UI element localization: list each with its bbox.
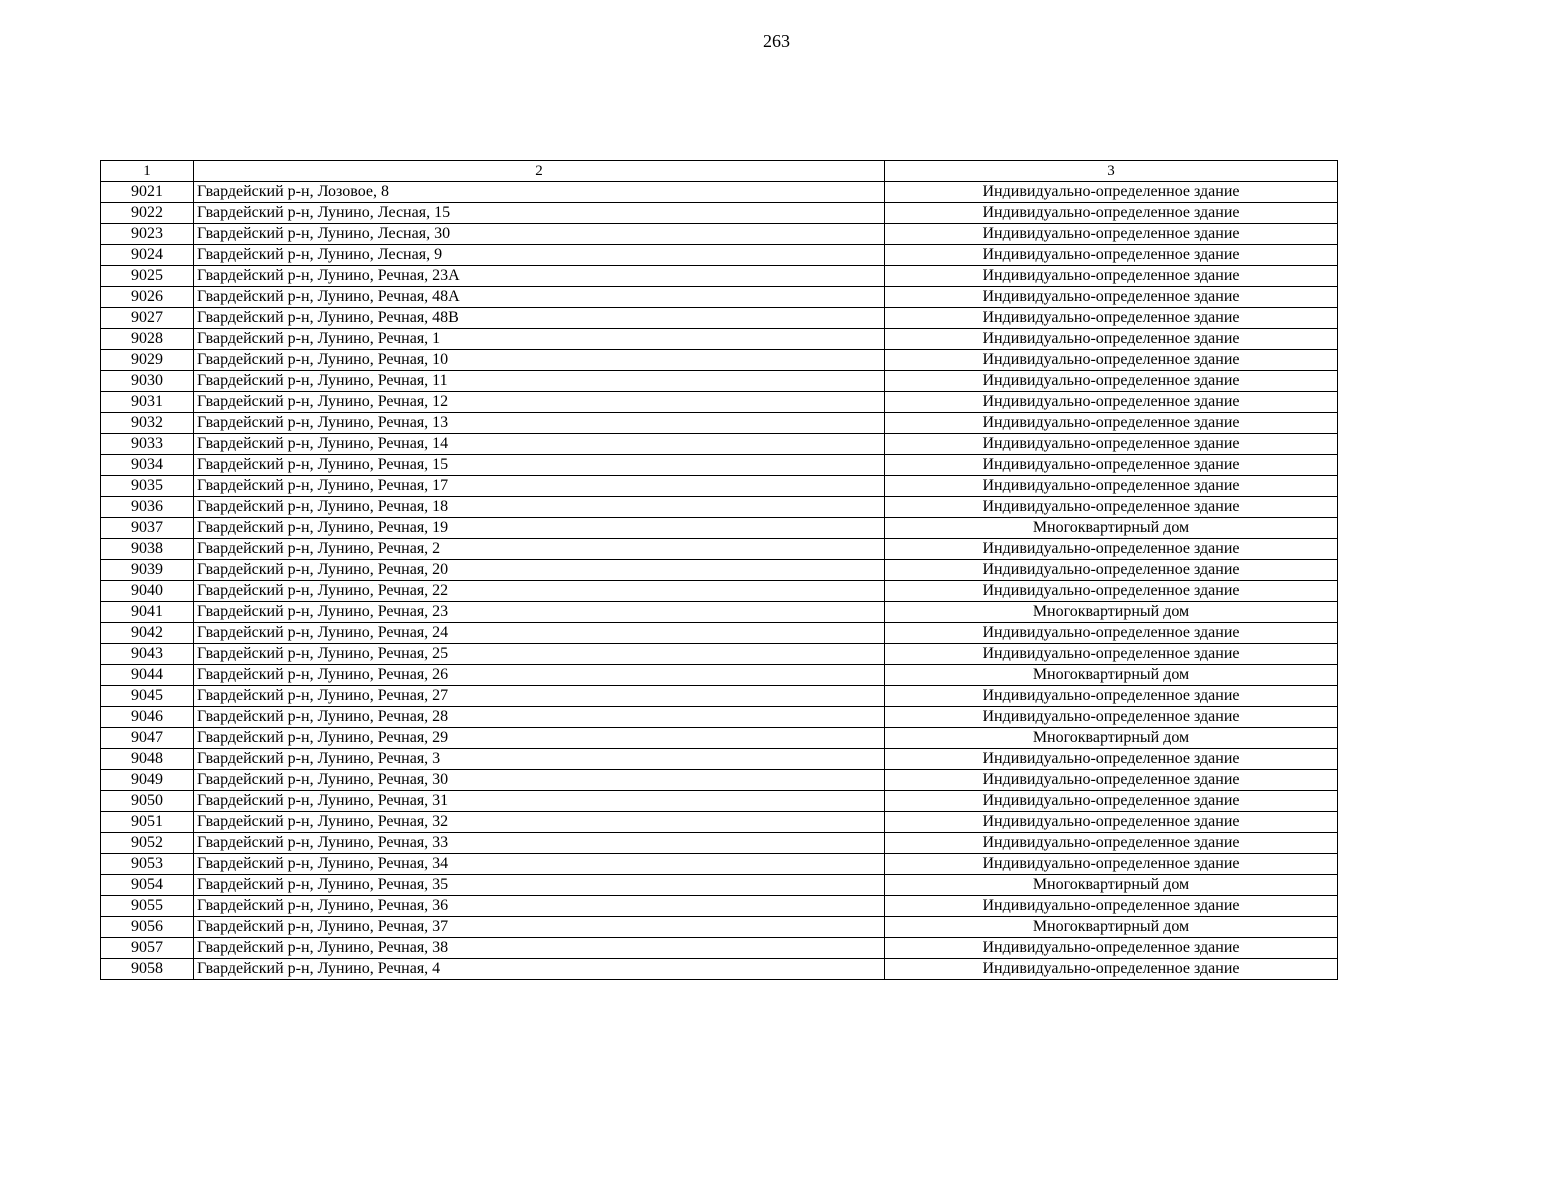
- object-type-cell: Индивидуально-определенное здание: [885, 434, 1338, 455]
- table-row: [101, 959, 1338, 980]
- table-row: [101, 896, 1338, 917]
- row-number-cell: 9032: [101, 413, 194, 434]
- address-cell: Гвардейский р-н, Лунино, Речная, 15: [194, 455, 885, 476]
- address-cell: Гвардейский р-н, Лунино, Речная, 29: [194, 728, 885, 749]
- table-row: [101, 875, 1338, 896]
- row-number-cell: 9048: [101, 749, 194, 770]
- row-number-cell: 9021: [101, 182, 194, 203]
- object-type-cell: Индивидуально-определенное здание: [885, 770, 1338, 791]
- row-number-cell: 9054: [101, 875, 194, 896]
- address-cell: Гвардейский р-н, Лунино, Речная, 4: [194, 959, 885, 980]
- address-cell: Гвардейский р-н, Лунино, Речная, 32: [194, 812, 885, 833]
- table-row: [101, 497, 1338, 518]
- address-cell: Гвардейский р-н, Лунино, Речная, 14: [194, 434, 885, 455]
- table-row: [101, 791, 1338, 812]
- table-row: [101, 224, 1338, 245]
- row-number-cell: 9057: [101, 938, 194, 959]
- address-cell: Гвардейский р-н, Лунино, Речная, 23: [194, 602, 885, 623]
- object-type-cell: Индивидуально-определенное здание: [885, 392, 1338, 413]
- page-number: 263: [763, 31, 790, 51]
- address-cell: Гвардейский р-н, Лунино, Речная, 26: [194, 665, 885, 686]
- address-cell: Гвардейский р-н, Лунино, Речная, 13: [194, 413, 885, 434]
- row-number-cell: 9055: [101, 896, 194, 917]
- object-type-cell: Индивидуально-определенное здание: [885, 686, 1338, 707]
- object-type-cell: Индивидуально-определенное здание: [885, 476, 1338, 497]
- row-number-cell: 9030: [101, 371, 194, 392]
- table-row: [101, 938, 1338, 959]
- table-row: [101, 728, 1338, 749]
- address-cell: Гвардейский р-н, Лунино, Речная, 36: [194, 896, 885, 917]
- table-row: [101, 560, 1338, 581]
- table-row: [101, 266, 1338, 287]
- row-number-cell: 9034: [101, 455, 194, 476]
- table-row: [101, 833, 1338, 854]
- object-type-cell: Многоквартирный дом: [885, 518, 1338, 539]
- address-cell: Гвардейский р-н, Лунино, Речная, 31: [194, 791, 885, 812]
- column-header-2: 2: [194, 161, 885, 182]
- table-row: [101, 329, 1338, 350]
- row-number-cell: 9025: [101, 266, 194, 287]
- address-cell: Гвардейский р-н, Лунино, Речная, 30: [194, 770, 885, 791]
- table-header-row: [101, 161, 1338, 182]
- object-type-cell: Индивидуально-определенное здание: [885, 623, 1338, 644]
- address-cell: Гвардейский р-н, Лунино, Речная, 27: [194, 686, 885, 707]
- address-cell: Гвардейский р-н, Лунино, Речная, 3: [194, 749, 885, 770]
- row-number-cell: 9053: [101, 854, 194, 875]
- row-number-cell: 9036: [101, 497, 194, 518]
- table-row: [101, 917, 1338, 938]
- object-type-cell: Индивидуально-определенное здание: [885, 266, 1338, 287]
- table-row: [101, 854, 1338, 875]
- address-cell: Гвардейский р-н, Лунино, Речная, 22: [194, 581, 885, 602]
- table-row: [101, 203, 1338, 224]
- object-type-cell: Многоквартирный дом: [885, 665, 1338, 686]
- row-number-cell: 9022: [101, 203, 194, 224]
- registry-table: [100, 160, 1338, 980]
- row-number-cell: 9026: [101, 287, 194, 308]
- row-number-cell: 9056: [101, 917, 194, 938]
- address-cell: Гвардейский р-н, Лунино, Речная, 11: [194, 371, 885, 392]
- address-cell: Гвардейский р-н, Лунино, Речная, 12: [194, 392, 885, 413]
- address-cell: Гвардейский р-н, Лунино, Речная, 37: [194, 917, 885, 938]
- object-type-cell: Индивидуально-определенное здание: [885, 224, 1338, 245]
- object-type-cell: Индивидуально-определенное здание: [885, 245, 1338, 266]
- object-type-cell: Индивидуально-определенное здание: [885, 812, 1338, 833]
- table-row: [101, 581, 1338, 602]
- row-number-cell: 9038: [101, 539, 194, 560]
- object-type-cell: Индивидуально-определенное здание: [885, 350, 1338, 371]
- row-number-cell: 9046: [101, 707, 194, 728]
- object-type-cell: Индивидуально-определенное здание: [885, 854, 1338, 875]
- row-number-cell: 9052: [101, 833, 194, 854]
- table-row: [101, 371, 1338, 392]
- address-cell: Гвардейский р-н, Лунино, Речная, 48А: [194, 287, 885, 308]
- table-row: [101, 308, 1338, 329]
- table-row: [101, 245, 1338, 266]
- object-type-cell: Индивидуально-определенное здание: [885, 707, 1338, 728]
- object-type-cell: Индивидуально-определенное здание: [885, 539, 1338, 560]
- table-row: [101, 539, 1338, 560]
- object-type-cell: Многоквартирный дом: [885, 917, 1338, 938]
- table-row: [101, 665, 1338, 686]
- row-number-cell: 9044: [101, 665, 194, 686]
- object-type-cell: Индивидуально-определенное здание: [885, 896, 1338, 917]
- table-row: [101, 686, 1338, 707]
- address-cell: Гвардейский р-н, Лунино, Речная, 48В: [194, 308, 885, 329]
- address-cell: Гвардейский р-н, Лунино, Речная, 1: [194, 329, 885, 350]
- row-number-cell: 9031: [101, 392, 194, 413]
- address-cell: Гвардейский р-н, Лунино, Речная, 23А: [194, 266, 885, 287]
- object-type-cell: Индивидуально-определенное здание: [885, 938, 1338, 959]
- table-row: [101, 707, 1338, 728]
- row-number-cell: 9051: [101, 812, 194, 833]
- table-row: [101, 434, 1338, 455]
- address-cell: Гвардейский р-н, Лунино, Речная, 33: [194, 833, 885, 854]
- row-number-cell: 9045: [101, 686, 194, 707]
- row-number-cell: 9027: [101, 308, 194, 329]
- address-cell: Гвардейский р-н, Лунино, Речная, 17: [194, 476, 885, 497]
- row-number-cell: 9047: [101, 728, 194, 749]
- table-row: [101, 392, 1338, 413]
- row-number-cell: 9033: [101, 434, 194, 455]
- table-row: [101, 644, 1338, 665]
- column-header-1: 1: [101, 161, 194, 182]
- object-type-cell: Индивидуально-определенное здание: [885, 455, 1338, 476]
- address-cell: Гвардейский р-н, Лунино, Речная, 28: [194, 707, 885, 728]
- table-row: [101, 749, 1338, 770]
- object-type-cell: Индивидуально-определенное здание: [885, 413, 1338, 434]
- object-type-cell: Индивидуально-определенное здание: [885, 497, 1338, 518]
- table-row: [101, 287, 1338, 308]
- object-type-cell: Многоквартирный дом: [885, 875, 1338, 896]
- row-number-cell: 9042: [101, 623, 194, 644]
- table-row: [101, 623, 1338, 644]
- object-type-cell: Индивидуально-определенное здание: [885, 560, 1338, 581]
- object-type-cell: Индивидуально-определенное здание: [885, 182, 1338, 203]
- object-type-cell: Многоквартирный дом: [885, 728, 1338, 749]
- table-row: [101, 518, 1338, 539]
- object-type-cell: Индивидуально-определенное здание: [885, 581, 1338, 602]
- row-number-cell: 9024: [101, 245, 194, 266]
- table-row: [101, 812, 1338, 833]
- object-type-cell: Индивидуально-определенное здание: [885, 287, 1338, 308]
- address-cell: Гвардейский р-н, Лунино, Речная, 24: [194, 623, 885, 644]
- address-cell: Гвардейский р-н, Лунино, Речная, 18: [194, 497, 885, 518]
- address-cell: Гвардейский р-н, Лунино, Речная, 25: [194, 644, 885, 665]
- address-cell: Гвардейский р-н, Лунино, Речная, 2: [194, 539, 885, 560]
- table-row: [101, 455, 1338, 476]
- table-row: [101, 476, 1338, 497]
- row-number-cell: 9029: [101, 350, 194, 371]
- address-cell: Гвардейский р-н, Лозовое, 8: [194, 182, 885, 203]
- address-cell: Гвардейский р-н, Лунино, Речная, 34: [194, 854, 885, 875]
- object-type-cell: Индивидуально-определенное здание: [885, 833, 1338, 854]
- row-number-cell: 9040: [101, 581, 194, 602]
- row-number-cell: 9035: [101, 476, 194, 497]
- object-type-cell: Индивидуально-определенное здание: [885, 749, 1338, 770]
- address-cell: Гвардейский р-н, Лунино, Лесная, 9: [194, 245, 885, 266]
- row-number-cell: 9058: [101, 959, 194, 980]
- object-type-cell: Индивидуально-определенное здание: [885, 203, 1338, 224]
- row-number-cell: 9043: [101, 644, 194, 665]
- object-type-cell: Индивидуально-определенное здание: [885, 644, 1338, 665]
- address-cell: Гвардейский р-н, Лунино, Речная, 35: [194, 875, 885, 896]
- row-number-cell: 9039: [101, 560, 194, 581]
- address-cell: Гвардейский р-н, Лунино, Речная, 20: [194, 560, 885, 581]
- registry-table-body: [101, 161, 1338, 980]
- row-number-cell: 9050: [101, 791, 194, 812]
- object-type-cell: Индивидуально-определенное здание: [885, 791, 1338, 812]
- object-type-cell: Многоквартирный дом: [885, 602, 1338, 623]
- row-number-cell: 9023: [101, 224, 194, 245]
- column-header-3: 3: [885, 161, 1338, 182]
- table-row: [101, 770, 1338, 791]
- table-row: [101, 413, 1338, 434]
- address-cell: Гвардейский р-н, Лунино, Лесная, 15: [194, 203, 885, 224]
- address-cell: Гвардейский р-н, Лунино, Речная, 38: [194, 938, 885, 959]
- object-type-cell: Индивидуально-определенное здание: [885, 371, 1338, 392]
- table-row: [101, 350, 1338, 371]
- row-number-cell: 9037: [101, 518, 194, 539]
- row-number-cell: 9028: [101, 329, 194, 350]
- address-cell: Гвардейский р-н, Лунино, Лесная, 30: [194, 224, 885, 245]
- object-type-cell: Индивидуально-определенное здание: [885, 329, 1338, 350]
- object-type-cell: Индивидуально-определенное здание: [885, 308, 1338, 329]
- row-number-cell: 9041: [101, 602, 194, 623]
- row-number-cell: 9049: [101, 770, 194, 791]
- table-row: [101, 182, 1338, 203]
- table-row: [101, 602, 1338, 623]
- object-type-cell: Индивидуально-определенное здание: [885, 959, 1338, 980]
- address-cell: Гвардейский р-н, Лунино, Речная, 10: [194, 350, 885, 371]
- address-cell: Гвардейский р-н, Лунино, Речная, 19: [194, 518, 885, 539]
